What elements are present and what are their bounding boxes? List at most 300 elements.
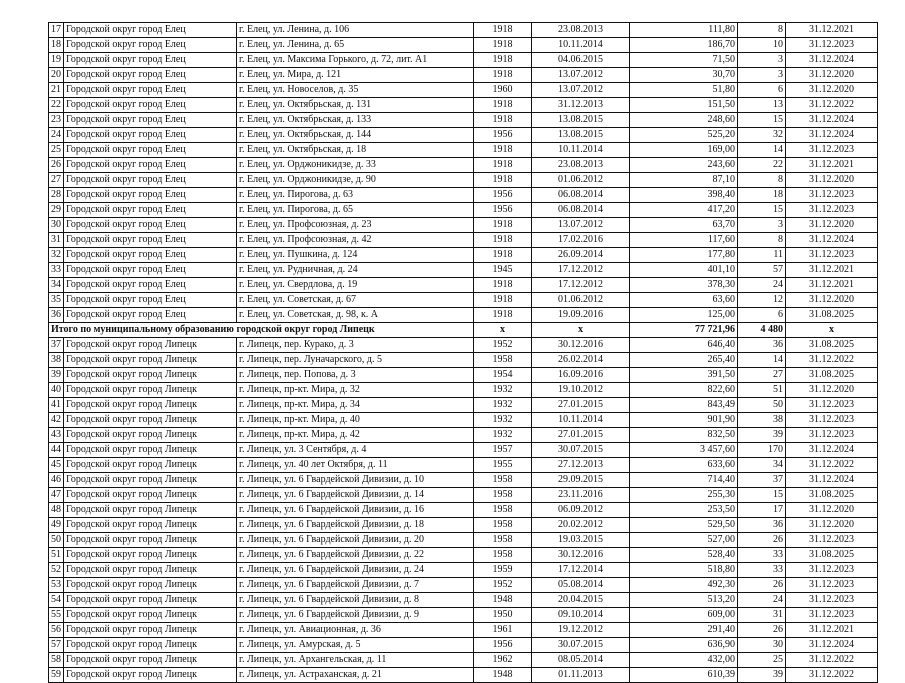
recognition-date-cell: 27.12.2013 [532,458,630,473]
residents-cell: 10 [738,38,786,53]
municipality-cell: Городской округ город Липецк [64,353,237,368]
address-cell: г. Елец, ул. Октябрьская, д. 144 [237,128,474,143]
row-number-cell: 48 [49,503,64,518]
deadline-cell: 31.12.2023 [786,428,878,443]
residents-cell: 26 [738,578,786,593]
residents-cell: 8 [738,23,786,38]
recognition-date-cell: 06.08.2014 [532,188,630,203]
deadline-cell: 31.12.2024 [786,53,878,68]
year-built-cell: 1958 [474,473,532,488]
recognition-date-cell: 27.01.2015 [532,428,630,443]
deadline-cell: 31.12.2022 [786,353,878,368]
year-built-cell: 1950 [474,608,532,623]
area-cell: 646,40 [630,338,738,353]
area-cell: 633,60 [630,458,738,473]
year-built-cell: 1948 [474,668,532,683]
row-number-cell: 55 [49,608,64,623]
table-row [49,158,878,173]
municipality-cell: Городской округ город Елец [64,278,237,293]
address-cell: г. Липецк, пр-кт. Мира, д. 34 [237,398,474,413]
municipality-cell: Городской округ город Липецк [64,473,237,488]
year-built-cell: 1961 [474,623,532,638]
municipality-cell: Городской округ город Елец [64,23,237,38]
recognition-date-cell: 01.11.2013 [532,668,630,683]
deadline-cell: 31.08.2025 [786,308,878,323]
table-row [49,548,878,563]
year-built-cell: 1918 [474,53,532,68]
area-cell: 714,40 [630,473,738,488]
year-built-cell: 1956 [474,203,532,218]
deadline-cell: 31.12.2023 [786,593,878,608]
municipality-cell: Городской округ город Липецк [64,383,237,398]
municipality-cell: Городской округ город Елец [64,173,237,188]
year-built-cell: 1956 [474,188,532,203]
residents-cell: 36 [738,338,786,353]
row-number-cell: 49 [49,518,64,533]
table-row [49,668,878,683]
recognition-date-cell: 19.03.2015 [532,533,630,548]
recognition-date-cell: 09.10.2014 [532,608,630,623]
recognition-date-cell: 13.07.2012 [532,83,630,98]
table-row [49,623,878,638]
deadline-cell: 31.12.2021 [786,23,878,38]
year-built-cell: 1956 [474,638,532,653]
residents-cell: 14 [738,143,786,158]
row-number-cell: 18 [49,38,64,53]
deadline-cell: 31.12.2024 [786,473,878,488]
address-cell: г. Липецк, ул. 6 Гвардейской Дивизии, д. 22 [237,548,474,563]
residents-cell: 37 [738,473,786,488]
deadline-cell: 31.12.2021 [786,158,878,173]
area-cell: 901,90 [630,413,738,428]
address-cell: г. Липецк, ул. 6 Гвардейской Дивизии, д. 14 [237,488,474,503]
address-cell: г. Липецк, ул. 6 Гвардейской Дивизии, д. 16 [237,503,474,518]
residents-cell: 15 [738,113,786,128]
residents-cell: 13 [738,98,786,113]
area-cell: 391,50 [630,368,738,383]
year-built-cell: 1958 [474,353,532,368]
row-number-cell: 17 [49,23,64,38]
area-cell: 87,10 [630,173,738,188]
table-row [49,293,878,308]
year-built-cell: 1958 [474,488,532,503]
deadline-cell: 31.12.2021 [786,263,878,278]
area-cell: 186,70 [630,38,738,53]
residents-cell: 38 [738,413,786,428]
deadline-cell: 31.12.2020 [786,383,878,398]
address-cell: г. Липецк, ул. 6 Гвардейской Дивизии, д. 10 [237,473,474,488]
row-number-cell: 40 [49,383,64,398]
recognition-date-cell: 19.12.2012 [532,623,630,638]
residents-cell: 15 [738,203,786,218]
row-number-cell: 36 [49,308,64,323]
recognition-date-cell: 13.07.2012 [532,218,630,233]
table-row [49,533,878,548]
municipality-cell: Городской округ город Елец [64,293,237,308]
address-cell: г. Елец, ул. Ленина, д. 65 [237,38,474,53]
residents-cell: 8 [738,233,786,248]
area-cell: 378,30 [630,278,738,293]
row-number-cell: 28 [49,188,64,203]
row-number-cell: 59 [49,668,64,683]
address-cell: г. Елец, ул. Профсоюзная, д. 23 [237,218,474,233]
address-cell: г. Липецк, ул. Авиационная, д. 36 [237,623,474,638]
year-built-cell: 1958 [474,518,532,533]
year-built-cell: 1918 [474,158,532,173]
table-row [49,518,878,533]
table-row [49,23,878,38]
area-cell: 30,70 [630,68,738,83]
area-cell: 398,40 [630,188,738,203]
recognition-date-cell: 29.09.2015 [532,473,630,488]
year-built-cell: 1956 [474,128,532,143]
row-number-cell: 43 [49,428,64,443]
deadline-cell: 31.12.2023 [786,38,878,53]
table-row [49,38,878,53]
table-row [49,593,878,608]
recognition-date-cell: 13.07.2012 [532,68,630,83]
municipality-cell: Городской округ город Елец [64,158,237,173]
area-cell: 3 457,60 [630,443,738,458]
recognition-date-cell: 06.08.2014 [532,203,630,218]
address-cell: г. Елец, ул. Пирогова, д. 63 [237,188,474,203]
municipality-cell: Городской округ город Липецк [64,338,237,353]
table-row [49,563,878,578]
table-total-section [49,323,878,338]
residents-cell: 26 [738,533,786,548]
area-cell: 151,50 [630,98,738,113]
residents-cell: 39 [738,428,786,443]
address-cell: г. Липецк, ул. Астраханская, д. 21 [237,668,474,683]
address-cell: г. Липецк, ул. 40 лет Октября, д. 11 [237,458,474,473]
year-built-cell: 1932 [474,428,532,443]
table-row [49,413,878,428]
total-deadline-cell: x [786,323,878,338]
area-cell: 610,39 [630,668,738,683]
municipality-cell: Городской округ город Елец [64,188,237,203]
year-built-cell: 1918 [474,23,532,38]
table-row [49,653,878,668]
deadline-cell: 31.12.2024 [786,233,878,248]
recognition-date-cell: 17.12.2014 [532,563,630,578]
deadline-cell: 31.12.2020 [786,68,878,83]
address-cell: г. Липецк, ул. 6 Гвардейской Дивизии, д. 7 [237,578,474,593]
deadline-cell: 31.12.2024 [786,638,878,653]
table-row [49,98,878,113]
area-cell: 843,49 [630,398,738,413]
recognition-date-cell: 08.05.2014 [532,653,630,668]
residents-cell: 14 [738,353,786,368]
residents-cell: 6 [738,83,786,98]
municipality-cell: Городской округ город Липецк [64,593,237,608]
municipality-cell: Городской округ город Елец [64,53,237,68]
row-number-cell: 35 [49,293,64,308]
municipality-cell: Городской округ город Липецк [64,578,237,593]
table-row [49,278,878,293]
recognition-date-cell: 01.06.2012 [532,173,630,188]
year-built-cell: 1918 [474,68,532,83]
table-row [49,53,878,68]
address-cell: г. Елец, ул. Орджоникидзе, д. 33 [237,158,474,173]
recognition-date-cell: 10.11.2014 [532,413,630,428]
recognition-date-cell: 20.02.2012 [532,518,630,533]
municipality-cell: Городской округ город Липецк [64,413,237,428]
row-number-cell: 53 [49,578,64,593]
area-cell: 63,60 [630,293,738,308]
total-area-cell: 77 721,96 [630,323,738,338]
year-built-cell: 1952 [474,578,532,593]
year-built-cell: 1962 [474,653,532,668]
table-row [49,68,878,83]
recognition-date-cell: 17.02.2016 [532,233,630,248]
residents-cell: 17 [738,503,786,518]
residents-cell: 36 [738,518,786,533]
table-row [49,338,878,353]
municipality-cell: Городской округ город Елец [64,83,237,98]
row-number-cell: 27 [49,173,64,188]
year-built-cell: 1918 [474,218,532,233]
row-number-cell: 34 [49,278,64,293]
row-number-cell: 50 [49,533,64,548]
deadline-cell: 31.12.2022 [786,458,878,473]
address-cell: г. Липецк, пр-кт. Мира, д. 32 [237,383,474,398]
table-row [49,248,878,263]
row-number-cell: 29 [49,203,64,218]
table-row [49,353,878,368]
year-built-cell: 1958 [474,503,532,518]
table-row [49,458,878,473]
row-number-cell: 57 [49,638,64,653]
recognition-date-cell: 19.10.2012 [532,383,630,398]
address-cell: г. Липецк, пер. Луначарского, д. 5 [237,353,474,368]
municipality-cell: Городской округ город Липецк [64,563,237,578]
municipality-cell: Городской округ город Липецк [64,428,237,443]
deadline-cell: 31.12.2024 [786,443,878,458]
table-row [49,578,878,593]
row-number-cell: 52 [49,563,64,578]
address-cell: г. Елец, ул. Советская, д. 98, к. А [237,308,474,323]
recognition-date-cell: 13.08.2015 [532,113,630,128]
area-cell: 609,00 [630,608,738,623]
row-number-cell: 56 [49,623,64,638]
municipality-cell: Городской округ город Елец [64,143,237,158]
recognition-date-cell: 10.11.2014 [532,38,630,53]
recognition-date-cell: 10.11.2014 [532,143,630,158]
row-number-cell: 24 [49,128,64,143]
address-cell: г. Липецк, ул. 6 Гвардейской Дивизии, д. 20 [237,533,474,548]
table-row [49,368,878,383]
row-number-cell: 21 [49,83,64,98]
area-cell: 636,90 [630,638,738,653]
recognition-date-cell: 17.12.2012 [532,263,630,278]
recognition-date-cell: 23.08.2013 [532,158,630,173]
table-row [49,488,878,503]
year-built-cell: 1918 [474,233,532,248]
year-built-cell: 1960 [474,83,532,98]
municipality-cell: Городской округ город Липецк [64,398,237,413]
table-row [49,503,878,518]
municipality-cell: Городской округ город Елец [64,218,237,233]
row-number-cell: 54 [49,593,64,608]
residents-cell: 8 [738,173,786,188]
table-row [49,428,878,443]
address-cell: г. Елец, ул. Октябрьская, д. 133 [237,113,474,128]
address-cell: г. Липецк, ул. Архангельская, д. 11 [237,653,474,668]
deadline-cell: 31.12.2023 [786,398,878,413]
row-number-cell: 39 [49,368,64,383]
deadline-cell: 31.12.2021 [786,278,878,293]
recognition-date-cell: 31.12.2013 [532,98,630,113]
year-built-cell: 1918 [474,173,532,188]
row-number-cell: 45 [49,458,64,473]
area-cell: 432,00 [630,653,738,668]
area-cell: 117,60 [630,233,738,248]
recognition-date-cell: 27.01.2015 [532,398,630,413]
address-cell: г. Елец, ул. Свердлова, д. 19 [237,278,474,293]
year-built-cell: 1918 [474,98,532,113]
row-number-cell: 22 [49,98,64,113]
year-built-cell: 1954 [474,368,532,383]
deadline-cell: 31.12.2023 [786,188,878,203]
deadline-cell: 31.12.2024 [786,128,878,143]
residents-cell: 50 [738,398,786,413]
residents-cell: 15 [738,488,786,503]
deadline-cell: 31.12.2020 [786,518,878,533]
table-total-row [49,323,878,338]
residents-cell: 170 [738,443,786,458]
row-number-cell: 20 [49,68,64,83]
address-cell: г. Липецк, пер. Курако, д. 3 [237,338,474,353]
deadline-cell: 31.12.2023 [786,578,878,593]
address-cell: г. Елец, ул. Новоселов, д. 35 [237,83,474,98]
row-number-cell: 46 [49,473,64,488]
row-number-cell: 33 [49,263,64,278]
row-number-cell: 32 [49,248,64,263]
residents-cell: 24 [738,593,786,608]
address-cell: г. Липецк, ул. 6 Гвардейской Дивизии, д. 9 [237,608,474,623]
deadline-cell: 31.12.2020 [786,83,878,98]
residents-cell: 31 [738,608,786,623]
table-row [49,308,878,323]
row-number-cell: 19 [49,53,64,68]
area-cell: 513,20 [630,593,738,608]
area-cell: 243,60 [630,158,738,173]
year-built-cell: 1918 [474,278,532,293]
area-cell: 417,20 [630,203,738,218]
area-cell: 822,60 [630,383,738,398]
deadline-cell: 31.12.2023 [786,608,878,623]
address-cell: г. Елец, ул. Октябрьская, д. 131 [237,98,474,113]
municipality-cell: Городской округ город Липецк [64,533,237,548]
area-cell: 169,00 [630,143,738,158]
row-number-cell: 30 [49,218,64,233]
total-label: Итого по муниципальному образованию городской округ город Липецк [49,323,474,338]
table-body-elets [49,23,878,323]
residents-cell: 57 [738,263,786,278]
area-cell: 51,80 [630,83,738,98]
deadline-cell: 31.12.2023 [786,533,878,548]
recognition-date-cell: 05.08.2014 [532,578,630,593]
address-cell: г. Елец, ул. Максима Горького, д. 72, лит. А1 [237,53,474,68]
deadline-cell: 31.12.2023 [786,143,878,158]
area-cell: 401,10 [630,263,738,278]
residents-cell: 3 [738,53,786,68]
deadline-cell: 31.08.2025 [786,368,878,383]
table-row [49,608,878,623]
year-built-cell: 1958 [474,533,532,548]
municipality-cell: Городской округ город Елец [64,203,237,218]
residents-cell: 51 [738,383,786,398]
year-built-cell: 1945 [474,263,532,278]
deadline-cell: 31.12.2023 [786,413,878,428]
municipality-cell: Городской округ город Елец [64,113,237,128]
address-cell: г. Липецк, пр-кт. Мира, д. 40 [237,413,474,428]
area-cell: 518,80 [630,563,738,578]
recognition-date-cell: 17.12.2012 [532,278,630,293]
recognition-date-cell: 23.08.2013 [532,23,630,38]
table-row [49,473,878,488]
year-built-cell: 1918 [474,248,532,263]
table-row [49,113,878,128]
recognition-date-cell: 01.06.2012 [532,293,630,308]
recognition-date-cell: 26.02.2014 [532,353,630,368]
deadline-cell: 31.12.2024 [786,113,878,128]
area-cell: 177,80 [630,248,738,263]
deadline-cell: 31.12.2022 [786,653,878,668]
area-cell: 63,70 [630,218,738,233]
deadline-cell: 31.12.2022 [786,668,878,683]
address-cell: г. Липецк, ул. 6 Гвардейской Дивизии, д. 8 [237,593,474,608]
table-row [49,203,878,218]
table-row [49,218,878,233]
municipality-cell: Городской округ город Липецк [64,623,237,638]
recognition-date-cell: 23.11.2016 [532,488,630,503]
address-cell: г. Елец, ул. Советская, д. 67 [237,293,474,308]
municipality-cell: Городской округ город Липецк [64,503,237,518]
year-built-cell: 1932 [474,398,532,413]
residents-cell: 3 [738,218,786,233]
municipality-cell: Городской округ город Елец [64,68,237,83]
year-built-cell: 1918 [474,113,532,128]
deadline-cell: 31.12.2020 [786,503,878,518]
deadline-cell: 31.12.2020 [786,173,878,188]
municipality-cell: Городской округ город Елец [64,128,237,143]
row-number-cell: 41 [49,398,64,413]
area-cell: 265,40 [630,353,738,368]
deadline-cell: 31.12.2022 [786,98,878,113]
deadline-cell: 31.08.2025 [786,338,878,353]
year-built-cell: 1918 [474,143,532,158]
table-row [49,188,878,203]
table-row [49,398,878,413]
municipality-cell: Городской округ город Липецк [64,458,237,473]
residents-cell: 39 [738,668,786,683]
table-row [49,233,878,248]
municipality-cell: Городской округ город Липецк [64,368,237,383]
row-number-cell: 23 [49,113,64,128]
year-built-cell: 1958 [474,548,532,563]
area-cell: 291,40 [630,623,738,638]
recognition-date-cell: 30.12.2016 [532,338,630,353]
address-cell: г. Елец, ул. Ленина, д. 106 [237,23,474,38]
year-built-cell: 1932 [474,413,532,428]
table-row [49,443,878,458]
area-cell: 71,50 [630,53,738,68]
area-cell: 248,60 [630,113,738,128]
municipality-cell: Городской округ город Елец [64,98,237,113]
total-residents-cell: 4 480 [738,323,786,338]
row-number-cell: 47 [49,488,64,503]
